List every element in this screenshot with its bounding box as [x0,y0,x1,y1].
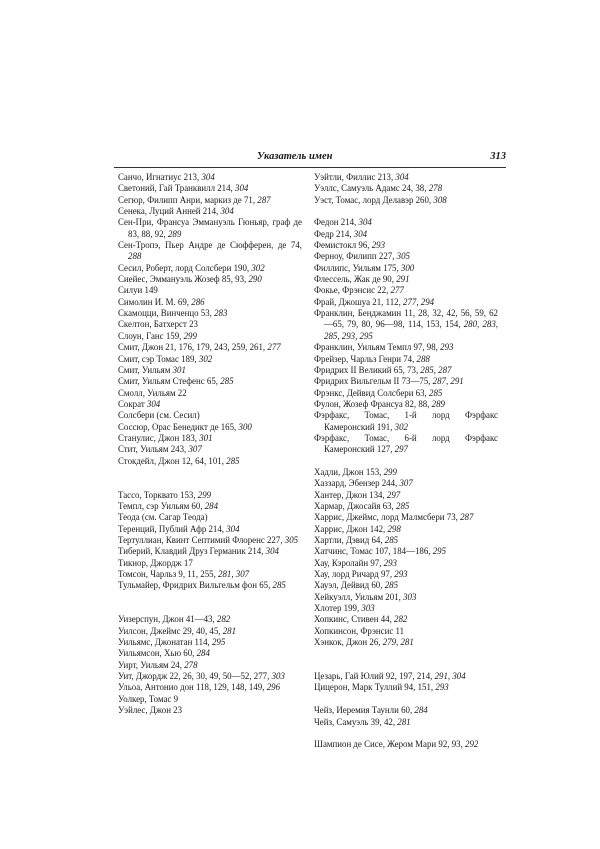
entry-text: Уэйлес, Джон 23 [118,705,183,716]
entry-text: Тульмайер, Фридрих Вильгельм фон 65, [118,580,273,591]
index-entry [314,410,498,433]
entry-note-pages: 301 [172,364,186,375]
entry-text: Хау, Кэролайн 97, [314,557,384,568]
index-entry [314,501,498,512]
index-entry [314,558,498,569]
entry-note-pages: 297 [386,489,401,500]
index-entry [118,433,302,444]
entry-note-pages: 278 [428,183,442,194]
entry-text: Сен-При, Франсуа Эммануэль Гюньяр, граф де 83, 88, 92, [118,217,302,239]
index-entry [314,490,498,501]
entry-note-pages: 293 [383,557,397,568]
index-entry [314,183,498,194]
index-entry [314,308,498,342]
entry-note-pages: 307 [399,478,413,489]
entry-note-pages: 292 [465,739,479,750]
index-entry [118,512,302,523]
entry-text: Хаззард, Эбензер 244, [314,478,400,489]
index-entry [118,490,302,501]
index-entry [118,308,302,319]
index-entry [314,274,498,285]
entry-note-pages: 291 [396,274,410,285]
index-entry [314,535,498,546]
entry-text: Уилсон, Джеймс 29, 40, 45, [118,625,223,636]
entry-text: Уэйтли, Филлис 213, [314,172,396,182]
index-entry [314,524,498,535]
index-entry [314,614,498,625]
index-entry [118,319,302,330]
entry-text: Филлипс, Уильям 175, [314,262,401,273]
index-entry [314,285,498,296]
entry-text: Ульоа, Антонио дон 118, 129, 148, 149, [118,682,267,693]
index-entry [118,694,302,705]
index-entry [118,331,302,342]
index-entry [118,217,302,240]
entry-text: Сесил, Роберт, лорд Солсбери 190, [118,262,252,273]
entry-note-pages: 283 [214,308,228,319]
index-entry [118,399,302,410]
index-entry [118,444,302,455]
index-entry [314,682,498,693]
entry-note-pages: 281 [222,625,237,636]
entry-text: Скелтон, Батхерст 23 [118,319,198,330]
running-title: Указатель имен [257,151,333,162]
index-entry [118,456,302,467]
index-entry [314,592,498,603]
entry-text: Ферноу, Филипп 227, [314,251,397,262]
entry-note-pages: 304 [395,172,409,182]
entry-text: Хэнкок, Джон 26, [314,637,383,648]
entry-text: Скамоцци, Винченцо 53, [118,308,215,319]
index-entry [314,705,498,716]
index-entry [118,648,302,659]
page-number: 313 [490,151,506,162]
entry-text: Хантер, Джон 134, [314,489,387,500]
index-entry [314,717,498,728]
entry-text: Хопкинс, Стивен 44, [314,614,395,625]
index-entry [118,376,302,387]
index-entry [314,512,498,523]
entry-note-pages: 286 [191,296,205,307]
entry-text: Сократ [118,398,147,409]
entry-text: Хлотер 199, [314,603,362,614]
letter-group-gap [314,728,498,739]
entry-note-pages: 304 [265,546,279,557]
letter-group-gap [118,592,302,615]
letter-group-gap [314,648,498,671]
index-entry [118,342,302,353]
index-entry [314,399,498,410]
index-entry [118,671,302,682]
entry-text: Станулис, Джон 183, [118,432,200,443]
entry-text: Чейз, Иеремия Таунли 60, [314,705,415,716]
index-entry [118,285,302,296]
entry-text: Симолин И. М. 69, [118,296,192,307]
index-entry [314,251,498,262]
entry-note-pages: 277 [267,342,281,353]
index-entry [314,240,498,251]
entry-text: Франклин, Уильям Темпл 97, 98, [314,342,441,353]
entry-note-pages: 279, 281 [382,637,414,648]
index-entry [314,739,498,750]
entry-note-pages: 307 [188,444,202,455]
entry-text: Сенека, Луций Анней 214, [118,206,221,217]
index-entry [314,263,498,274]
entry-note-pages: 297 [394,444,408,455]
entry-note-pages: 293 [435,682,449,693]
entry-note-pages: 302 [198,353,213,364]
index-entry [118,626,302,637]
index-entry [314,172,498,183]
index-entry [314,297,498,308]
entry-note-pages: 304 [146,398,161,409]
index-entry [314,388,498,399]
entry-note-pages: 289 [167,228,182,239]
entry-note-pages: 305 [284,535,299,545]
index-entry [314,365,498,376]
entry-text: Теренций, Публий Афр 214, [118,523,227,534]
index-column-right [314,172,498,751]
entry-note-pages: 303 [271,671,285,682]
entry-text: Хейкуэлл, Уильям 201, [314,591,404,602]
entry-text: Тиберий, Клавдий Друз Германик 214, [118,546,266,557]
index-entry [118,206,302,217]
entry-text: Смолл, Уильям 22 [118,387,187,398]
index-entry [118,422,302,433]
entry-text: Уильямс, Джонатан 114, [118,637,212,648]
entry-text: Фрай, Джошуа 21, 112, [314,296,404,307]
index-entry [118,365,302,376]
entry-note-pages: 291, 304 [434,671,466,682]
entry-text: Уирт, Уильям 24, [118,659,185,670]
entry-text: Стокдейл, Джон 12, 64, 101, [118,455,227,466]
entry-note-pages: 295 [211,637,226,648]
entry-text: Смит, сэр Томас 189, [118,353,199,364]
entry-note-pages: 299 [183,330,197,341]
index-entry [118,354,302,365]
entry-text: Хартли, Дэвид 64, [314,535,385,545]
index-entry [314,671,498,682]
index-entry [314,467,498,478]
entry-text: Фемистокл 96, [314,240,372,251]
entry-note-pages: 287 [257,194,271,205]
index-entry [314,354,498,365]
entry-note-pages: 300 [238,421,252,432]
index-entry [314,433,498,456]
entry-note-pages: 285 [429,387,443,398]
entry-text: Федр 214, [314,228,354,239]
index-entry [118,580,302,591]
entry-note-pages: 300 [400,262,415,273]
entry-note-pages: 299 [197,489,212,500]
entry-note-pages: 281 [397,716,411,727]
entry-note-pages: 308 [433,194,447,205]
entry-note-pages: 296 [266,682,280,693]
entry-note-pages: 278 [184,659,198,670]
index-entry [314,229,498,240]
entry-text: Уэллс, Самуэль Адамс 24, 38, [314,183,429,194]
entry-text: Уит, Джордж 22, 26, 30, 49, 50—52, 277, [118,671,272,682]
index-entry [314,637,498,648]
entry-note-pages: 299 [383,466,397,477]
entry-note-pages: 288 [128,251,142,262]
header-rule [114,167,506,168]
running-header [114,149,506,165]
entry-note-pages: 295 [432,546,447,557]
entry-text: Хау, лорд Ричард 97, [314,569,395,580]
index-entry [118,388,302,399]
entry-text: Стит, Уильям 243, [118,444,189,455]
index-entry [118,183,302,194]
entry-note-pages: 284 [414,705,428,716]
entry-text: Фокье, Фрэнсис 22, [314,285,391,296]
entry-note-pages: 304 [358,217,372,228]
entry-note-pages: 304 [353,228,368,239]
entry-text: Фридрих Вильгельм II 73—75, [314,376,433,387]
index-entry [314,342,498,353]
entry-text: Тассо, Торквато 153, [118,489,198,500]
entry-text: Фэрфакс, Томас, 1-й лорд Фэрфакс Камеронский 191, [314,410,498,432]
letter-group-gap [314,456,498,467]
index-entry [118,705,302,716]
entry-text: Смит, Уильям Стефенс 65, [118,376,221,387]
entry-text: Цезарь, Гай Юлий 92, 197, 214, [314,671,435,682]
index-entry [314,569,498,580]
entry-text: Харрис, Джон 142, [314,523,388,534]
index-entry [118,682,302,693]
letter-group-gap [118,467,302,490]
entry-note-pages: 285 [396,500,410,511]
entry-text: Теода (см. Сагар Теода) [118,512,208,523]
entry-text: Хауэл, Дейвид 60, [314,580,385,591]
index-entry [118,524,302,535]
index-entry [314,478,498,489]
index-entry [118,240,302,263]
entry-text: Фридрих II Великий 65, 73, [314,364,421,375]
entry-text: Франклин, Бенджамин 11, 28, 32, 42, 56, 59, 62—65, 79, 80, 96—98, 114, 153, 154, [314,308,498,330]
entry-note-pages: 304 [235,183,249,194]
entry-note-pages: 284 [204,500,219,511]
index-entry [314,217,498,228]
entry-note-pages: 285 [384,535,399,545]
entry-text: Флессель, Жак де 90, [314,274,397,285]
index-entry [118,195,302,206]
letter-group-gap [314,694,498,705]
index-entry [118,297,302,308]
entry-text: Фрейзер, Чарльз Генри 74, [314,353,417,364]
entry-note-pages: 293 [394,569,408,580]
entry-text: Солсбери (см. Сесил) [118,410,200,421]
entry-text: Уильямсон, Хью 60, [118,648,197,659]
entry-text: Темпл, сэр Уильям 60, [118,500,205,511]
entry-text: Соссюр, Орас Бенедикт де 165, [118,421,239,432]
entry-text: Хатчинс, Томас 107, 184—186, [314,546,433,557]
index-entry [118,274,302,285]
entry-text: Шампион де Сисе, Жером Мари 92, 93, [314,739,466,750]
entry-note-pages: 285, 287 [420,364,452,375]
entry-note-pages: 293 [371,240,386,251]
index-entry [118,569,302,580]
entry-note-pages: 293 [440,342,454,353]
entry-text: Фэрфакс, Томас, 6-й лорд Фэрфакс Камеронский 127, [314,432,498,455]
index-entry [118,660,302,671]
entry-text: Сегюр, Филипп Анри, маркиз де 71, [118,194,258,205]
index-entry [314,580,498,591]
entry-note-pages: 280, 283, 285, 293, 295 [324,319,499,341]
entry-text: Томсон, Чарльз 9, 11, 255, [118,569,219,580]
entry-text: Харрис, Джеймс, лорд Малмсбери 73, [314,512,461,523]
index-entry [118,558,302,569]
entry-note-pages: 284 [196,648,210,659]
entry-text: Слоун, Ганс 159, [118,330,184,341]
entry-text: Светоний, Гай Транквилл 214, [118,183,235,194]
letter-group-gap [314,206,498,217]
index-entry [314,626,498,637]
index-entry [118,535,302,546]
index-entry [314,195,498,206]
entry-note-pages: 298 [387,523,401,534]
entry-text: Фулон, Жозеф Франсуа 82, 88, [314,398,432,409]
entry-note-pages: 289 [431,398,445,409]
entry-text: Уолкер, Томас 9 [118,693,179,704]
entry-text: Фрэнкс, Дейвид Солсбери 63, [314,387,429,398]
index-entry [314,603,498,614]
entry-note-pages: 277 [390,285,404,296]
entry-note-pages: 302 [394,421,408,432]
entry-text: Хадли, Джон 153, [314,466,384,477]
entry-note-pages: 301 [199,432,213,443]
entry-text: Смит, Уильям [118,364,173,375]
entry-note-pages: 287 [460,512,474,523]
entry-note-pages: 282 [216,614,231,625]
entry-note-pages: 285 [226,455,240,466]
entry-note-pages: 285 [384,580,398,591]
entry-text: Силуи 149 [118,285,158,296]
entry-text: Хопкинсон, Фрэнсис 11 [314,625,405,636]
entry-text: Хармар, Джосайя 63, [314,500,396,511]
index-entry [118,501,302,512]
entry-note-pages: 285 [272,580,286,591]
entry-text: Уизерспун, Джон 41—43, [118,614,217,625]
entry-note-pages: 304 [226,523,240,534]
entry-note-pages: 304 [220,206,234,217]
entry-note-pages: 285 [220,376,234,387]
entry-text: Уэст, Томас, лорд Делавэр 260, [314,194,434,205]
entry-text: Цицерон, Марк Туллий 94, 151, [314,682,436,693]
entry-note-pages: 277, 294 [403,296,435,307]
entry-note-pages: 287, 291 [432,376,464,387]
entry-note-pages: 305 [396,251,410,262]
index-entry [314,546,498,557]
entry-text: Тертуллиан, Квинт Септимий Флоренс 227, [118,535,285,545]
entry-note-pages: 303 [361,603,375,614]
entry-text: Федон 214, [314,217,359,228]
entry-note-pages: 281, 307 [218,569,250,580]
index-entry [118,614,302,625]
entry-text: Сен-Тропэ, Пьер Андре де Сюфферен, де 74, [118,240,302,251]
index-entry [118,546,302,557]
index-entry [118,637,302,648]
entry-note-pages: 288 [416,353,430,364]
index-entry [314,376,498,387]
entry-note-pages: 302 [251,262,265,273]
entry-text: Чейз, Самуэль 39, 42, [314,716,398,727]
entry-note-pages: 290 [248,274,262,285]
entry-note-pages: 304 [201,172,215,182]
entry-text: Смит, Джон 21, 176, 179, 243, 259, 261, [118,342,268,353]
entry-text: Сиейес, Эммануэль Жозеф 85, 93, [118,274,249,285]
index-entry [118,410,302,421]
index-entry [118,263,302,274]
entry-note-pages: 282 [394,614,408,625]
entry-note-pages: 303 [403,591,417,602]
entry-text: Тикнор, Джордж 17 [118,557,193,568]
index-entry [118,172,302,183]
entry-text: Санчо, Игнатиус 213, [118,172,202,182]
index-column-left [118,172,302,717]
